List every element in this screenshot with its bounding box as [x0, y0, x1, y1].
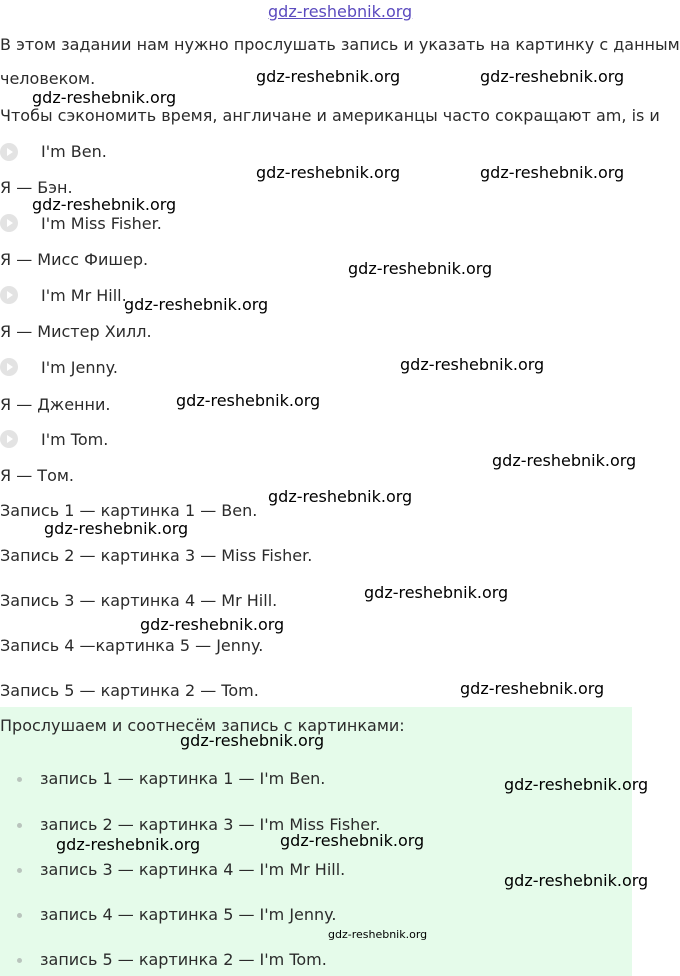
phrase-translation: Я — Мистер Хилл. — [0, 322, 152, 341]
summary-item: запись 4 — картинка 5 — I'm Jenny. — [40, 905, 337, 924]
bullet-icon — [17, 777, 22, 782]
play-audio-icon[interactable] — [0, 286, 18, 304]
phrase-translation: Я — Дженни. — [0, 395, 111, 414]
watermark: gdz-reshebnik.org — [44, 519, 189, 538]
intro-text-line2: человеком. — [0, 69, 96, 88]
watermark: gdz-reshebnik.org — [480, 163, 625, 182]
watermark: gdz-reshebnik.org — [176, 391, 321, 410]
watermark: gdz-reshebnik.org — [492, 451, 637, 470]
phrase-english: I'm Tom. — [41, 430, 109, 449]
shortening-note: Чтобы сэкономить время, англичане и американцы часто сокращают am, is и — [0, 106, 660, 125]
watermark: gdz-reshebnik.org — [328, 928, 428, 941]
summary-item: запись 3 — картинка 4 — I'm Mr Hill. — [40, 860, 346, 879]
summary-item: запись 1 — картинка 1 — I'm Ben. — [40, 769, 326, 788]
phrase-english: I'm Jenny. — [41, 358, 118, 377]
bullet-icon — [17, 958, 22, 963]
watermark: gdz-reshebnik.org — [124, 295, 269, 314]
phrase-english: I'm Miss Fisher. — [41, 214, 162, 233]
watermark: gdz-reshebnik.org — [180, 731, 325, 750]
watermark: gdz-reshebnik.org — [256, 67, 401, 86]
bullet-icon — [17, 913, 22, 918]
phrase-english: I'm Ben. — [41, 142, 107, 161]
watermark: gdz-reshebnik.org — [504, 871, 649, 890]
phrase-translation: Я — Том. — [0, 466, 75, 485]
phrase-translation: Я — Бэн. — [0, 178, 73, 197]
phrase-translation: Я — Мисс Фишер. — [0, 250, 149, 269]
play-audio-icon[interactable] — [0, 358, 18, 376]
bullet-icon — [17, 823, 22, 828]
answer-line: Запись 4 —картинка 5 — Jenny. — [0, 636, 264, 655]
watermark: gdz-reshebnik.org — [32, 88, 177, 107]
watermark: gdz-reshebnik.org — [348, 259, 493, 278]
watermark: gdz-reshebnik.org — [364, 583, 509, 602]
watermark: gdz-reshebnik.org — [32, 195, 177, 214]
watermark: gdz-reshebnik.org — [56, 835, 201, 854]
watermark: gdz-reshebnik.org — [460, 679, 605, 698]
intro-text-line1: В этом задании нам нужно прослушать запись и указать на картинку с данным — [0, 35, 680, 54]
watermark: gdz-reshebnik.org — [480, 67, 625, 86]
play-audio-icon[interactable] — [0, 143, 18, 161]
summary-item: запись 5 — картинка 2 — I'm Tom. — [40, 950, 327, 969]
bullet-icon — [17, 868, 22, 873]
watermark: gdz-reshebnik.org — [140, 615, 285, 634]
watermark: gdz-reshebnik.org — [256, 163, 401, 182]
watermark: gdz-reshebnik.org — [504, 775, 649, 794]
play-audio-icon[interactable] — [0, 214, 18, 232]
answer-line: Запись 5 — картинка 2 — Tom. — [0, 681, 259, 700]
answer-line: Запись 2 — картинка 3 — Miss Fisher. — [0, 546, 313, 565]
source-link[interactable]: gdz-reshebnik.org — [268, 2, 413, 21]
play-audio-icon[interactable] — [0, 430, 18, 448]
answer-line: Запись 3 — картинка 4 — Mr Hill. — [0, 591, 278, 610]
answer-line: Запись 1 — картинка 1 — Ben. — [0, 501, 258, 520]
summary-heading: Прослушаем и соотнесём запись с картинками: — [0, 716, 405, 735]
summary-item: запись 2 — картинка 3 — I'm Miss Fisher. — [40, 815, 381, 834]
watermark: gdz-reshebnik.org — [268, 487, 413, 506]
phrase-english: I'm Mr Hill. — [41, 286, 127, 305]
watermark: gdz-reshebnik.org — [280, 831, 425, 850]
watermark: gdz-reshebnik.org — [400, 355, 545, 374]
